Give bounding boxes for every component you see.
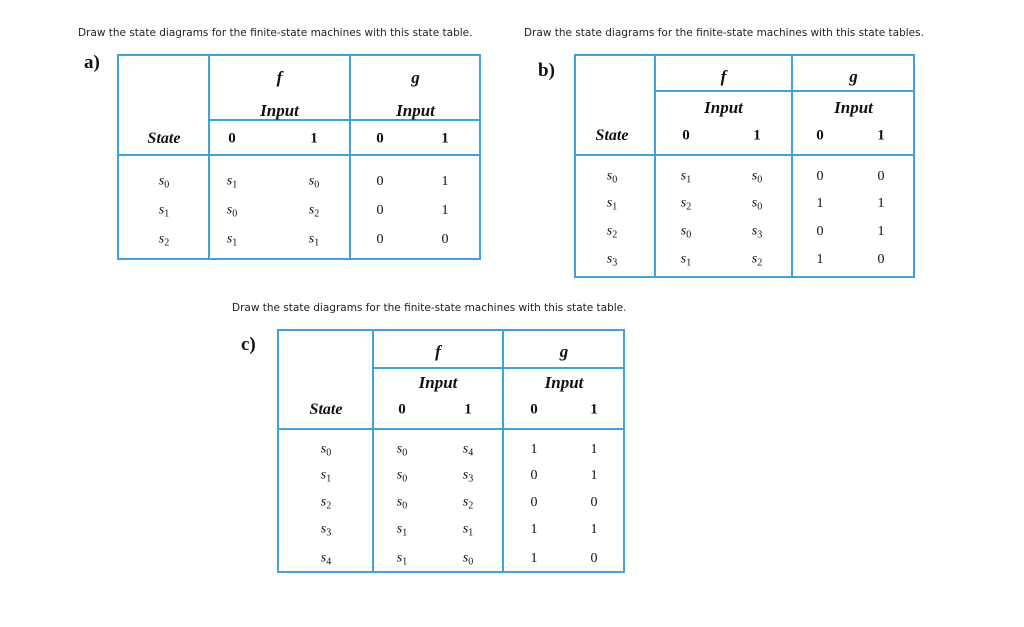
header-input-g: Input <box>834 98 873 117</box>
row-g-input-1: 1 <box>590 442 598 457</box>
row-f-input-0: $s_1$ <box>226 231 238 249</box>
header-input-g: Input <box>544 373 584 392</box>
header-g: g <box>411 68 420 87</box>
row-g-input-1: 1 <box>441 174 449 189</box>
column-divider <box>349 54 351 260</box>
header-input-f: Input <box>704 98 743 117</box>
row-g-input-1: 1 <box>441 203 449 218</box>
row-f-input-0: $s_1$ <box>226 173 238 191</box>
row-g-input-1: 0 <box>877 252 885 267</box>
header-f: f <box>720 67 727 86</box>
row-state: $s_1$ <box>606 195 618 213</box>
row-state: $s_0$ <box>158 173 170 191</box>
row-g-input-1: 1 <box>877 196 885 211</box>
instruction-a: Draw the state diagrams for the finite-state machines with this state table. <box>78 27 473 39</box>
row-f-input-0: $s_2$ <box>680 195 692 213</box>
row-g-input-0: 0 <box>376 232 384 247</box>
column-divider <box>654 54 656 278</box>
row-f-input-0: $s_0$ <box>396 494 408 512</box>
row-g-input-0: 1 <box>816 252 824 267</box>
row-state: $s_4$ <box>320 550 332 568</box>
header-bit-g1: 1 <box>590 401 598 418</box>
row-g-input-0: 1 <box>530 442 538 457</box>
row-f-input-1: $s_0$ <box>751 168 763 186</box>
row-g-input-1: 1 <box>877 224 885 239</box>
row-f-input-0: $s_1$ <box>680 251 692 269</box>
header-g: g <box>849 67 858 86</box>
row-state: $s_1$ <box>158 202 170 220</box>
row-f-input-1: $s_4$ <box>462 441 474 459</box>
row-f-input-1: $s_1$ <box>462 521 474 539</box>
row-f-input-0: $s_1$ <box>396 521 408 539</box>
row-g-input-0: 0 <box>816 224 824 239</box>
header-bit-f0: 0 <box>682 127 690 144</box>
header-bit-f1: 1 <box>464 401 472 418</box>
row-state: $s_0$ <box>606 168 618 186</box>
header-divider <box>209 119 481 121</box>
row-state: $s_2$ <box>158 231 170 249</box>
header-state: State <box>147 130 181 147</box>
part-label-b: b) <box>538 60 555 81</box>
header-g: g <box>559 342 569 361</box>
header-bit-g0: 0 <box>816 127 824 144</box>
row-g-input-0: 0 <box>530 495 538 510</box>
column-divider <box>208 54 210 260</box>
header-bit-g0: 0 <box>376 130 384 147</box>
row-g-input-0: 1 <box>530 522 538 537</box>
table-border <box>574 54 915 278</box>
row-g-input-1: 0 <box>877 169 885 184</box>
column-divider <box>502 329 504 573</box>
row-f-input-1: $s_0$ <box>308 173 320 191</box>
row-state: $s_1$ <box>320 467 332 485</box>
row-f-input-0: $s_0$ <box>396 441 408 459</box>
header-bit-f0: 0 <box>228 130 236 147</box>
row-state: $s_3$ <box>320 521 332 539</box>
header-f: f <box>435 342 441 361</box>
header-f: f <box>276 68 283 87</box>
row-g-input-1: 0 <box>441 232 449 247</box>
row-g-input-1: 1 <box>590 522 598 537</box>
row-state: $s_0$ <box>320 441 332 459</box>
row-state: $s_3$ <box>606 251 618 269</box>
instruction-b: Draw the state diagrams for the finite-state machines with this state tables. <box>524 27 924 39</box>
row-f-input-0: $s_1$ <box>680 168 692 186</box>
row-g-input-1: 0 <box>590 495 598 510</box>
header-bit-g0: 0 <box>530 401 538 418</box>
column-divider <box>791 54 793 278</box>
row-g-input-0: 1 <box>816 196 824 211</box>
row-f-input-1: $s_2$ <box>308 202 320 220</box>
row-state: $s_2$ <box>606 223 618 241</box>
header-state: State <box>309 401 343 418</box>
row-f-input-1: $s_0$ <box>751 195 763 213</box>
header-input-g: Input <box>396 101 435 120</box>
row-g-input-0: 1 <box>530 551 538 566</box>
row-g-input-0: 0 <box>816 169 824 184</box>
header-bit-f1: 1 <box>753 127 761 144</box>
header-bit-f1: 1 <box>310 130 318 147</box>
row-g-input-0: 0 <box>376 174 384 189</box>
row-f-input-1: $s_3$ <box>462 467 474 485</box>
row-f-input-0: $s_0$ <box>226 202 238 220</box>
header-state: State <box>595 127 629 144</box>
row-g-input-1: 1 <box>590 468 598 483</box>
row-f-input-1: $s_2$ <box>751 251 763 269</box>
header-divider <box>373 367 625 369</box>
instruction-c: Draw the state diagrams for the finite-state machines with this state table. <box>232 302 627 314</box>
header-input-f: Input <box>418 373 458 392</box>
row-f-input-0: $s_0$ <box>396 467 408 485</box>
part-label-c: c) <box>241 334 256 355</box>
row-f-input-1: $s_1$ <box>308 231 320 249</box>
column-divider <box>372 329 374 573</box>
header-input-f: Input <box>260 101 299 120</box>
header-bit-g1: 1 <box>441 130 449 147</box>
header-bit-f0: 0 <box>398 401 406 418</box>
table-border <box>117 54 481 260</box>
row-f-input-1: $s_3$ <box>751 223 763 241</box>
header-divider <box>277 428 625 430</box>
header-bit-g1: 1 <box>877 127 885 144</box>
row-g-input-0: 0 <box>530 468 538 483</box>
row-f-input-0: $s_0$ <box>680 223 692 241</box>
row-f-input-1: $s_0$ <box>462 550 474 568</box>
row-g-input-0: 0 <box>376 203 384 218</box>
header-divider <box>655 90 915 92</box>
row-f-input-0: $s_1$ <box>396 550 408 568</box>
header-divider <box>117 154 481 156</box>
row-state: $s_2$ <box>320 494 332 512</box>
row-f-input-1: $s_2$ <box>462 494 474 512</box>
part-label-a: a) <box>84 52 100 73</box>
row-g-input-1: 0 <box>590 551 598 566</box>
header-divider <box>574 154 915 156</box>
